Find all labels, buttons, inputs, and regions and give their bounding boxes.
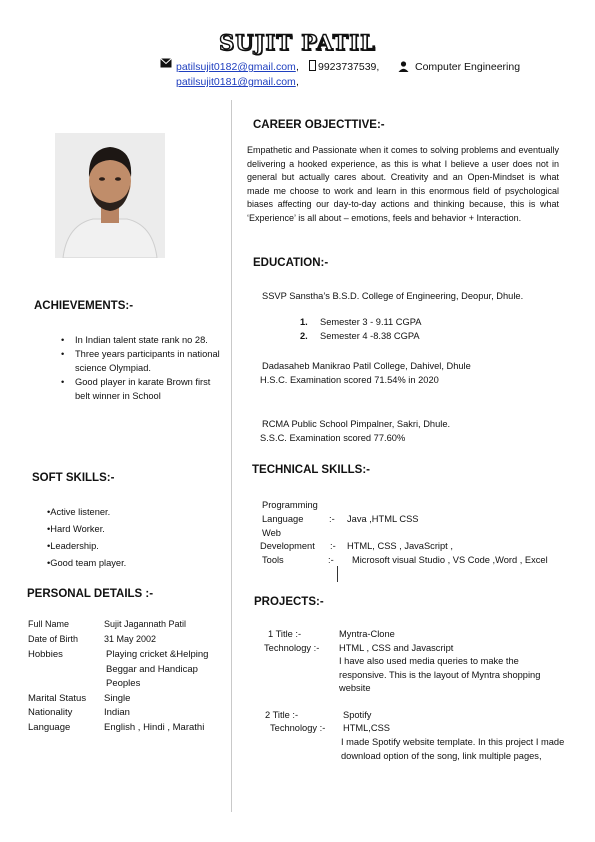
project-title-label: 1 Title :-: [268, 629, 302, 639]
skill-separator: :-: [330, 541, 336, 551]
email-link-secondary[interactable]: patilsujit0181@gmail.com: [176, 76, 296, 88]
text-cursor: [337, 566, 338, 582]
hsc-school: Dadasaheb Manikrao Patil College, Dahivel, Dhule: [262, 361, 471, 371]
detail-value: English , Hindi , Marathi: [104, 721, 205, 733]
phone-icon: [309, 60, 316, 71]
detail-value: Indian: [104, 707, 130, 718]
soft-skill-item: •Good team player.: [47, 558, 127, 568]
detail-label: Language: [28, 721, 71, 733]
personal-row: [28, 692, 228, 707]
detail-label: Nationality: [28, 707, 73, 718]
personal-row: [28, 706, 228, 721]
achievement-item: • Good player in karate Brown first belt winner in School: [75, 375, 225, 403]
hsc-score: H.S.C. Examination scored 71.54% in 2020: [260, 375, 439, 385]
detail-value: 31 May 2002: [104, 633, 157, 644]
soft-skill-item: •Active listener.: [47, 507, 111, 517]
technical-skills-heading: TECHNICAL SKILLS:-: [252, 464, 370, 476]
skill-value: HTML, CSS , JavaScript ,: [347, 541, 453, 551]
detail-label: Marital Status: [28, 692, 87, 704]
soft-skill-item: •Leadership.: [47, 541, 99, 551]
project-tech-label: Technology :-: [270, 723, 326, 733]
column-divider: [231, 100, 232, 812]
project-tech: HTML , CSS and Javascript: [339, 643, 454, 653]
project-tech-label: Technology :-: [264, 643, 320, 653]
skill-label: Web: [262, 528, 281, 538]
semester-list: [300, 315, 421, 343]
personal-row: [28, 646, 228, 692]
soft-skills-list: [47, 504, 126, 572]
detail-label: Date of Birth: [28, 633, 79, 644]
ssc-score: S.S.C. Examination scored 77.60%: [260, 433, 406, 443]
project-description: I made Spotify website template. In this project I made download option of the song, link multiple pages,: [341, 737, 565, 761]
education-college: SSVP Sanstha’s B.S.D. College of Engineering, Deopur, Dhule.: [262, 291, 524, 301]
email-separator: ,: [296, 76, 299, 88]
detail-value: Playing cricket &Helping Beggar and Handicap Peoples: [106, 649, 209, 689]
achievement-item: • In Indian talent state rank no 28.: [75, 333, 225, 347]
achievements-heading: ACHIEVEMENTS:-: [34, 300, 134, 312]
project-tech: HTML,CSS: [343, 723, 391, 733]
skill-separator: :-: [329, 514, 335, 524]
project-description: I have also used media queries to make the responsive. This is the layout of Myntra shopping website: [339, 656, 541, 693]
project-title-label: 2 Title :-: [265, 710, 299, 720]
personal-row: [28, 617, 228, 632]
education-heading: EDUCATION:-: [253, 257, 329, 269]
detail-value: Single: [104, 692, 131, 704]
project-title: Spotify: [343, 710, 372, 720]
personal-row: [28, 632, 228, 647]
profile-photo: [55, 133, 165, 258]
achievement-item: • Three years participants in national science Olympiad.: [75, 347, 225, 375]
personal-details-table: [28, 617, 228, 735]
personal-details-heading: PERSONAL DETAILS :-: [27, 588, 154, 600]
personal-row: [28, 721, 228, 736]
semester-item: 1. Semester 3 - 9.11 CGPA: [300, 317, 422, 327]
project-title: Myntra-Clone: [339, 629, 395, 639]
resume-name: SUJIT PATIL: [219, 30, 376, 55]
achievements-list: [59, 333, 225, 403]
semester-item: 2. Semester 4 -8.38 CGPA: [300, 331, 420, 341]
skill-label: Development: [260, 541, 315, 551]
field-of-study: Computer Engineering: [415, 61, 521, 73]
phone-number: 9923737539,: [318, 61, 380, 73]
soft-skills-heading: SOFT SKILLS:-: [32, 472, 115, 484]
soft-skill-item: •Hard Worker.: [47, 524, 105, 534]
skill-label: Language: [262, 514, 304, 524]
email-separator: ,: [296, 61, 299, 73]
skill-label: Tools: [262, 555, 284, 565]
skill-label: Programming: [262, 500, 318, 510]
skill-separator: :-: [328, 555, 334, 565]
email-link-primary[interactable]: patilsujit0182@gmail.com: [176, 61, 296, 73]
career-heading: CAREER OBJECTTIVE:-: [253, 119, 385, 131]
skill-value: Java ,HTML CSS: [347, 514, 419, 524]
detail-label: Hobbies: [28, 649, 63, 660]
projects-heading: PROJECTS:-: [254, 596, 324, 608]
person-icon: [398, 59, 409, 77]
detail-value: Sujit Jagannath Patil: [104, 619, 187, 629]
detail-label: Full Name: [28, 619, 70, 629]
ssc-school: RCMA Public School Pimpalner, Sakri, Dhule.: [262, 419, 451, 429]
career-objective-text: Empathetic and Passionate when it comes to solving problems and eventually delivering a hooked experience, as this is what I believe a user does not in general but actually cares about. Creativity and an Open-Mindset is what made me choose to work and learn in this enormous field of psychological biases affecting our day-to-day actions and thinking because, this is what ‘Experience’ is all about – emotions, feels and behavior + Interaction.: [247, 145, 559, 223]
skill-value: Microsoft visual Studio , VS Code ,Word , Excel: [352, 555, 548, 565]
email-icon: [160, 58, 172, 71]
